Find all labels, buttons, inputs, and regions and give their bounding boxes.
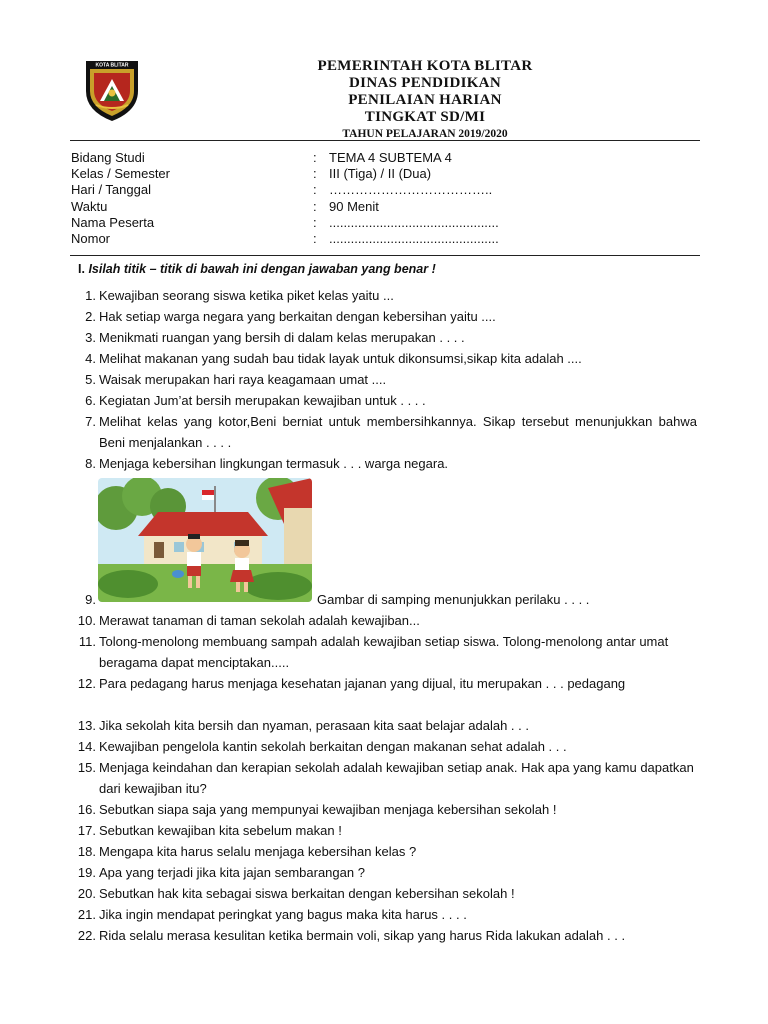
question-number: 20. (77, 886, 96, 901)
question-number: 5. (85, 372, 96, 387)
svg-text:KOTA BLITAR: KOTA BLITAR (95, 62, 129, 69)
question-text: Jika ingin mendapat peringkat yang bagus maka kita harus . . . . (99, 907, 467, 922)
question-number: 17. (77, 823, 96, 838)
question-text: Waisak merupakan hari raya keagamaan umat .... (99, 372, 387, 387)
question-text: Melihat makanan yang sudah bau tidak layak untuk dikonsumsi,sikap kita adalah .... (99, 351, 582, 366)
question-number: 21. (77, 907, 96, 922)
question-text: Para pedagang harus menjaga kesehatan jajanan yang dijual, itu merupakan . . . pedagang (99, 676, 626, 691)
info-label: Bidang Studi (71, 150, 145, 165)
school-cleaning-illustration (98, 478, 312, 602)
info-colon: : (313, 182, 317, 198)
info-value: TEMA 4 SUBTEMA 4 (329, 150, 452, 165)
header-title-block (250, 58, 600, 141)
question-text: Merawat tanaman di taman sekolah adalah kewajiban... (99, 613, 420, 628)
question-text: Sebutkan hak kita sebagai siswa berkaitan dengan kebersihan sekolah ! (99, 886, 515, 901)
question-text: Sebutkan kewajiban kita sebelum makan ! (99, 823, 342, 838)
question-text: Kegiatan Jum’at bersih merupakan kewajiban untuk . . . . (99, 393, 426, 408)
kota-blitar-logo (80, 55, 144, 123)
header-line-department: DINAS PENDIDIKAN (349, 75, 501, 91)
question-number: 18. (77, 844, 96, 859)
info-divider (70, 255, 700, 256)
question-number: 19. (77, 865, 96, 880)
question-text: Menjaga keindahan dan kerapian sekolah adalah kewajiban setiap anak. Hak apa yang kamu dapatkan dari kewajiban itu? (99, 760, 694, 796)
question-text: Melihat kelas yang kotor,Beni berniat untuk membersihkannya. Sikap tersebut menunjukkan bahwa Beni menjalankan . . . . (99, 414, 697, 450)
question-text: Rida selalu merasa kesulitan ketika bermain voli, sikap yang harus Rida lakukan adalah . . . (99, 928, 626, 943)
info-label: Hari / Tanggal (71, 182, 151, 198)
info-value: 90 Menit (329, 198, 379, 214)
header-line-level: TINGKAT SD/MI (364, 109, 486, 125)
info-label: Waktu (71, 198, 108, 214)
question-number: 13. (77, 718, 96, 733)
question-text: Gambar di samping menunjukkan perilaku . . . . (317, 592, 590, 607)
question-text: Hak setiap warga negara yang berkaitan dengan kebersihan yaitu .... (99, 309, 496, 324)
question-number: 3. (85, 330, 96, 345)
question-text: Kewajiban pengelola kantin sekolah berkaitan dengan makanan sehat adalah . . . (99, 739, 567, 754)
section-instruction: Isilah titik – titik di bawah ini dengan jawaban yang benar ! (88, 262, 436, 276)
question-number: 15. (77, 760, 96, 775)
header-divider (70, 140, 700, 141)
question-number: 2. (85, 309, 96, 324)
question-text: Menikmati ruangan yang bersih di dalam kelas merupakan . . . . (99, 330, 465, 345)
info-colon: : (313, 150, 317, 165)
question-number: 12. (77, 676, 96, 691)
info-label: Kelas / Semester (71, 166, 170, 182)
question-text: Mengapa kita harus selalu menjaga kebersihan kelas ? (99, 844, 417, 859)
question-number: 11. (78, 634, 96, 649)
question-number: 1. (85, 288, 96, 303)
info-colon: : (313, 198, 317, 214)
info-label: Nomor (71, 230, 111, 246)
question-text: Menjaga kebersihan lingkungan termasuk . . . warga negara. (99, 456, 449, 471)
info-value-blank: ............................................... (329, 230, 499, 246)
question-number: 14. (77, 739, 96, 754)
question-text: Sebutkan siapa saja yang mempunyai kewajiban menjaga kebersihan sekolah ! (99, 802, 557, 817)
question-text: Jika sekolah kita bersih dan nyaman, perasaan kita saat belajar adalah . . . (99, 718, 529, 733)
question-number: 9. (85, 592, 96, 607)
question-number: 22. (77, 928, 96, 943)
info-value-blank: ……………………………….. (329, 182, 493, 198)
question-text: Kewajiban seorang siswa ketika piket kelas yaitu ... (99, 288, 394, 303)
header-line-assessment: PENILAIAN HARIAN (348, 92, 502, 108)
info-colon: : (313, 214, 317, 230)
question-number: 4. (85, 351, 96, 366)
section-heading (78, 262, 436, 276)
question-number: 8. (85, 456, 96, 471)
info-value: III (Tiga) / II (Dua) (329, 166, 432, 182)
question-number: 7. (85, 414, 96, 429)
question-text: Apa yang terjadi jika kita jajan sembarangan ? (99, 865, 365, 880)
info-label: Nama Peserta (71, 214, 155, 230)
info-colon: : (313, 230, 317, 246)
info-value-blank: ............................................... (329, 214, 499, 230)
question-number: 10. (77, 613, 96, 628)
header-school-year: TAHUN PELAJARAN 2019/2020 (342, 128, 508, 140)
question-number: 16. (77, 802, 96, 817)
header-line-government: PEMERINTAH KOTA BLITAR (317, 58, 533, 74)
question-text: Tolong-menolong membuang sampah adalah kewajiban setiap siswa. Tolong-menolong antar umat beragama dapat menciptakan..... (99, 634, 669, 670)
section-number: I. (78, 262, 85, 276)
info-colon: : (313, 166, 317, 182)
question-number: 6. (85, 393, 96, 408)
